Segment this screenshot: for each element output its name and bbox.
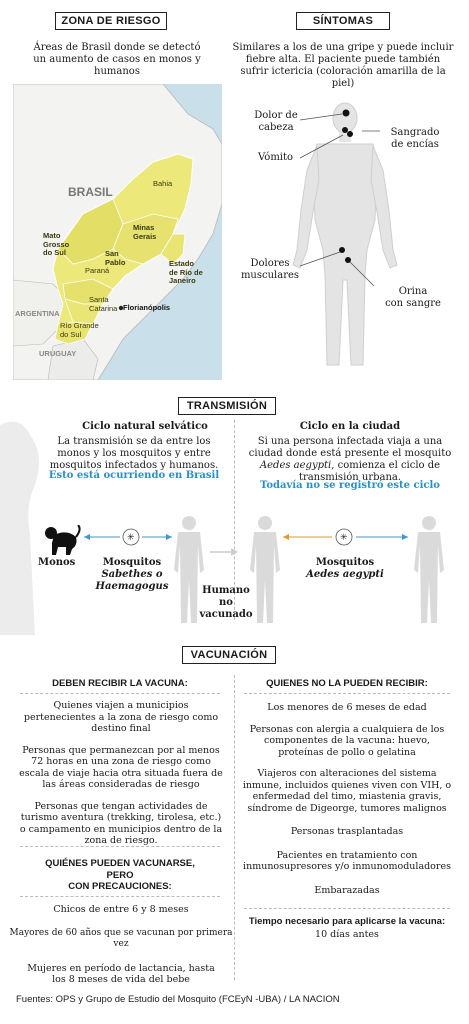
human-silhouette	[246, 515, 284, 625]
deben-divider	[20, 693, 220, 694]
map-label-florianopolis: Florianópolis	[123, 303, 171, 312]
vacunacion-divider	[234, 675, 235, 980]
map-label-parana: Paraná	[85, 266, 110, 275]
symptom-vomito: Vómito	[258, 152, 294, 163]
human-figure-2-icon	[246, 515, 284, 625]
ciclo-ciudad-text: Si una persona infectada viaja a una ciudad donde está presente el mosquito Aedes aegypti, comienza el ciclo de transmisión urbana.	[248, 436, 452, 483]
human-figure-3-icon	[410, 515, 448, 625]
label-mosquitos-selvatico: Mosquitos Sabethes o Haemagogus	[95, 557, 169, 592]
deben-list	[18, 700, 224, 847]
map-label-san-pablo: San Pablo	[105, 249, 126, 267]
deben-item: Personas que tengan actividades de turismo aventura (trekking, tirolesa, etc.) o campamento en municipios dentro de la zona de riesgo.	[19, 800, 223, 846]
tiempo-title: Tiempo necesario para aplicarse la vacuna:	[248, 916, 446, 927]
precaucion-divider	[20, 896, 220, 897]
transmision-title: TRANSMISIÓN	[178, 397, 276, 415]
precaucion-title: QUIÉNES PUEDEN VACUNARSE, PERO CON PRECAUCIONES:	[45, 858, 195, 892]
precaucion-list	[8, 904, 234, 986]
symptom-orina: Orina con sangre	[385, 286, 441, 309]
ciclo-ciudad-note: Todavía no se registró este ciclo	[260, 480, 440, 491]
human-silhouette	[410, 515, 448, 625]
map-label-santa-catarina: Santa Catarina	[89, 295, 118, 313]
vacunacion-title: VACUNACIÓN	[182, 646, 276, 664]
no-pueden-divider	[244, 693, 450, 694]
svg-text:✳: ✳	[127, 533, 135, 543]
label-humano-no-vacunado: Humano no vacunado	[199, 585, 253, 620]
tiempo-divider	[244, 908, 450, 909]
map-label-brasil: BRASIL	[68, 185, 113, 199]
ciclo-selvatico-text: La transmisión se da entre los monos y los mosquitos y entre mosquitos infectados y humanos.	[49, 436, 219, 471]
sintomas-description: Similares a los de una gripe y puede incluir fiebre alta. El paciente puede también sufrir ictericia (coloración amarilla de la piel)	[232, 42, 454, 89]
symptom-sangrado: Sangrado de encías	[390, 127, 440, 150]
deben-item: Quienes viajen a municipios pertenecientes a la zona de riesgo como destino final	[23, 700, 219, 734]
map-label-bahia: Bahia	[153, 179, 173, 188]
label-monos: Monos	[38, 557, 76, 568]
precaucion-item: Mayores de 60 años que se vacunan por primera vez	[9, 927, 233, 949]
map-label-rio-janeiro: Estado de Río de Janeiro	[169, 259, 203, 285]
no-item: Personas con alergia a cualquiera de los componentes de la vacuna: huevo, proteínas de pollo o gelatina	[249, 723, 445, 758]
ciclo-ciudad-title: Ciclo en la ciudad	[299, 421, 401, 432]
map-label-rio-grande-do-sul: Río Grande do Sul	[60, 321, 99, 339]
no-pueden-list	[240, 702, 454, 896]
deben-title: DEBEN RECIBIR LA VACUNA:	[52, 678, 188, 689]
map-label-uruguay: URUGUAY	[39, 349, 77, 358]
symptom-dolor-cabeza: Dolor de cabeza	[254, 110, 298, 133]
sintomas-title: SÍNTOMAS	[296, 12, 390, 30]
symptom-dolores-musculares: Dolores musculares	[240, 258, 300, 281]
zona-riesgo-description: Áreas de Brasil donde se detectó un aumento de casos en monos y humanos	[33, 42, 201, 77]
precaucion-item: Mujeres en período de lactancia, hasta los 8 meses de vida del bebe	[27, 962, 215, 985]
no-item: Los menores de 6 meses de edad	[267, 702, 427, 713]
no-pueden-title: QUIENES NO LA PUEDEN RECIBIR:	[266, 678, 428, 689]
no-item: Personas trasplantadas	[290, 826, 404, 837]
svg-text:✳: ✳	[340, 533, 348, 543]
precaucion-item: Chicos de entre 6 y 8 meses	[53, 904, 189, 915]
zona-riesgo-title: ZONA DE RIESGO	[55, 12, 167, 30]
no-item: Embarazadas	[314, 884, 380, 896]
ciclo-selvatico-note: Esto está ocurriendo en Brasil	[48, 470, 220, 481]
map-label-minas-gerais: Minas Gerais	[133, 223, 157, 241]
label-mosquitos-ciudad: Mosquitos Aedes aegypti	[306, 557, 384, 580]
sources-footer: Fuentes: OPS y Grupo de Estudio del Mosquito (FCEyN -UBA) / LA NACION	[16, 994, 340, 1005]
ciclo-selvatico-title: Ciclo natural selvático	[82, 421, 208, 432]
no-item: Pacientes en tratamiento con inmunosupresores y/o inmunomoduladores	[243, 849, 451, 872]
map-label-mato-grosso: Mato Grosso do Sul	[43, 231, 70, 257]
no-item: Viajeros con alteraciones del sistema inmune, incluidos quienes viven con VIH, o enfermedad del timo, miastenia gravis, síndrome de Digeorge, tumores malignos	[242, 768, 452, 814]
map-label-argentina: ARGENTINA	[15, 309, 60, 318]
precaucion-divider-top	[20, 846, 220, 847]
tiempo-value: 10 días antes	[315, 929, 379, 940]
deben-item: Personas que permanezcan por al menos 72 horas en una zona de riesgo como escala de viaje hacia otra situada fuera de las áreas consideradas de riesgo	[19, 744, 223, 790]
